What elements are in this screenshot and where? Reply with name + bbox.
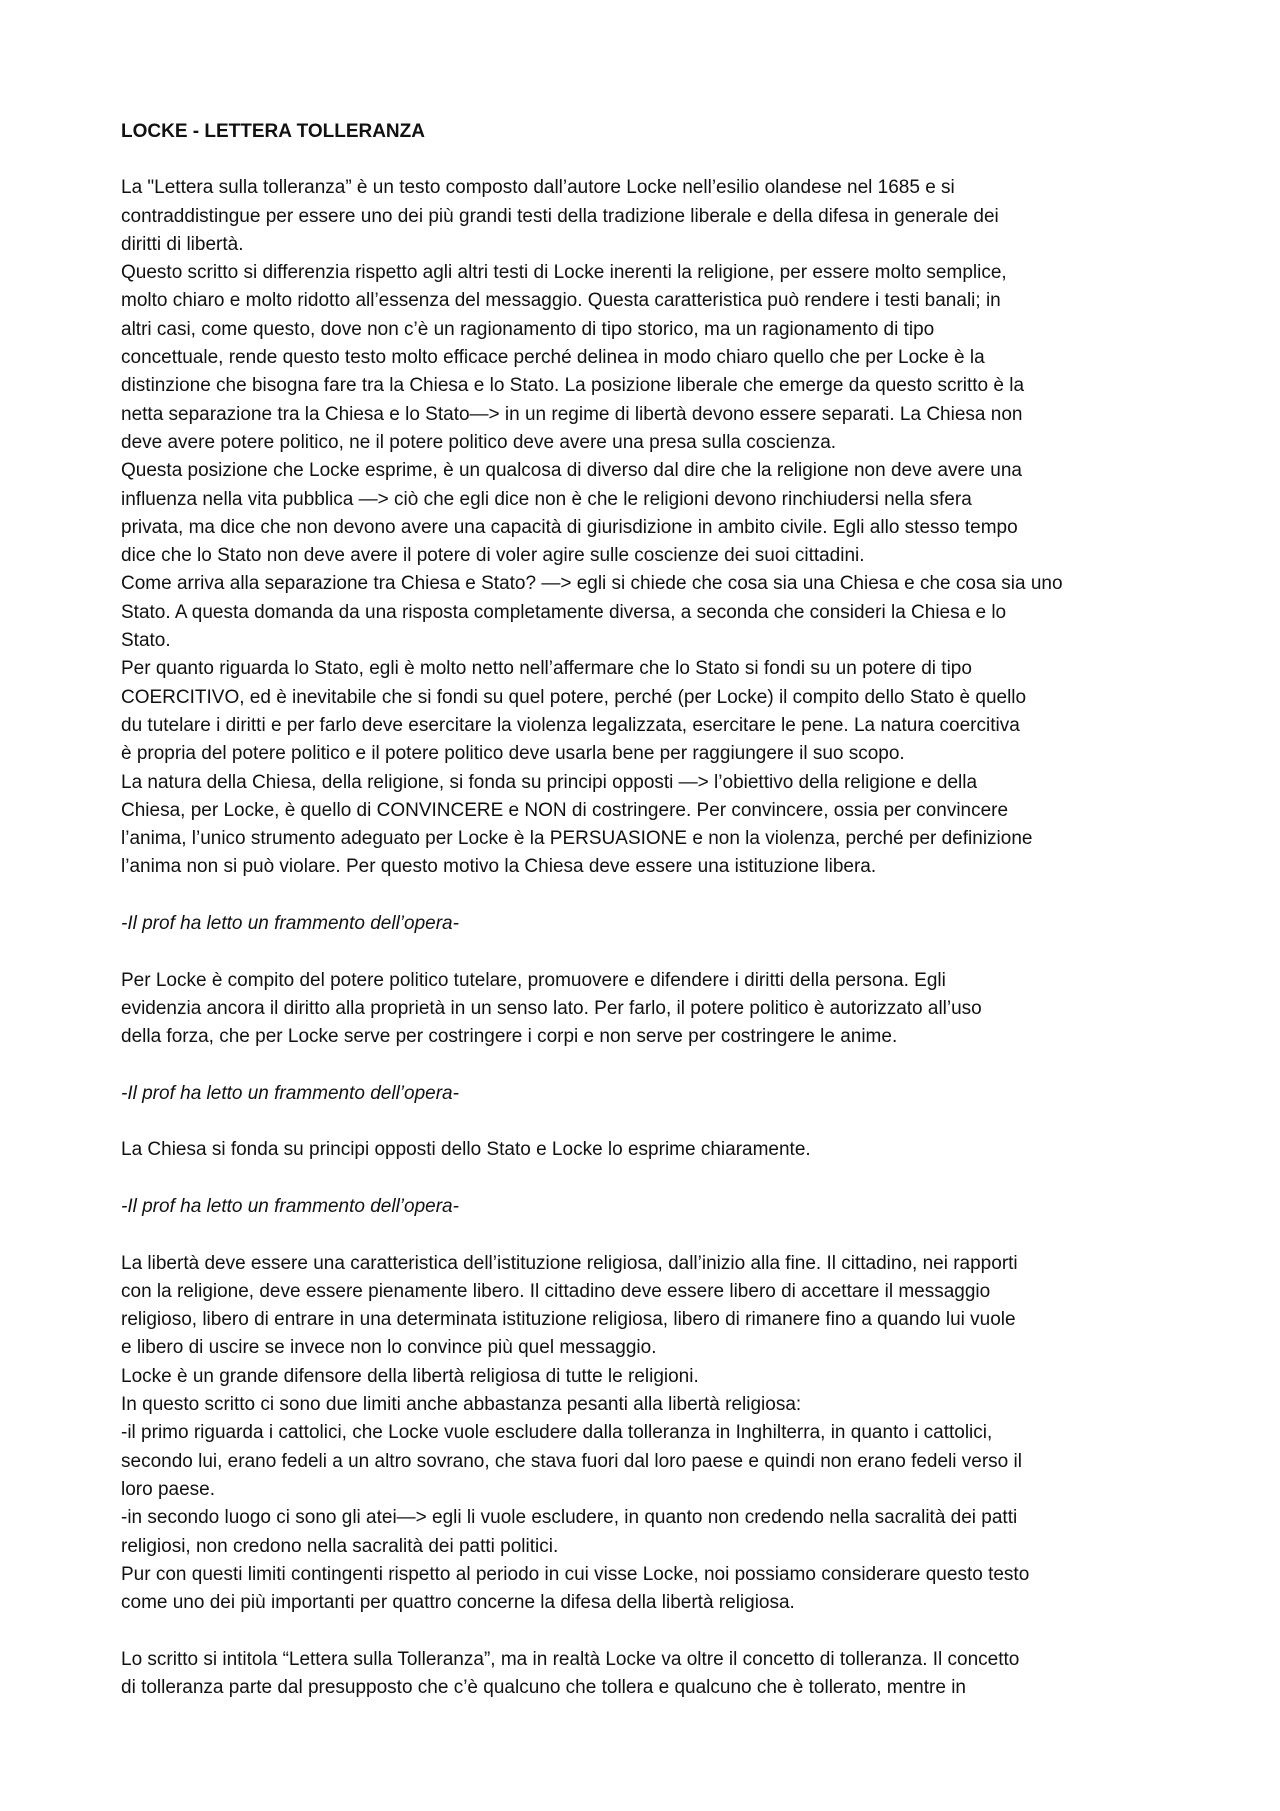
text-line: diritti di libertà. xyxy=(121,233,244,255)
document-page xyxy=(121,118,1171,1702)
text-line: -il primo riguarda i cattolici, che Locke vuole escludere dalla tolleranza in Inghilterra, in quanto i cattolici, xyxy=(121,1422,993,1444)
text-line: Stato. xyxy=(121,630,171,652)
text-line: altri casi, come questo, dove non c’è un ragionamento di tipo storico, ma un ragionamento di tipo xyxy=(121,318,935,340)
text-line: Chiesa, per Locke, è quello di CONVINCERE e NON di costringere. Per convincere, ossia per convincere xyxy=(121,799,1009,821)
text-line: La natura della Chiesa, della religione, si fonda su principi opposti —> l’obiettivo della religione e della xyxy=(121,771,978,793)
text-line: La Chiesa si fonda su principi opposti dello Stato e Locke lo esprime chiaramente. xyxy=(121,1139,811,1161)
paragraph-gap xyxy=(121,1052,1171,1080)
paragraph-gap xyxy=(121,1165,1171,1193)
text-line: evidenzia ancora il diritto alla proprietà in un senso lato. Per farlo, il potere politico è autorizzato all’uso xyxy=(121,997,982,1019)
text-line: COERCITIVO, ed è inevitabile che si fondi su quel potere, perché (per Locke) il compito dello Stato è quello xyxy=(121,686,1027,708)
text-line: l’anima, l’unico strumento adeguato per Locke è la PERSUASIONE e non la violenza, perché per definizione xyxy=(121,828,1033,850)
text-line: religioso, libero di entrare in una determinata istituzione religiosa, libero di rimanere fino a quando lui vuole xyxy=(121,1309,1016,1331)
paragraph xyxy=(121,1646,1171,1703)
paragraph-gap xyxy=(121,1108,1171,1136)
text-line: netta separazione tra la Chiesa e lo Stato—> in un regime di libertà devono essere separati. La Chiesa non xyxy=(121,403,1023,425)
text-line: molto chiaro e molto ridotto all’essenza del messaggio. Questa caratteristica può rendere i testi banali; in xyxy=(121,290,1001,312)
text-line: Pur con questi limiti contingenti rispetto al periodo in cui visse Locke, noi possiamo considerare questo testo xyxy=(121,1563,1030,1585)
text-line: La "Lettera sulla tolleranza” è un testo composto dall’autore Locke nell’esilio olandese nel 1685 e si xyxy=(121,177,955,199)
text-line: di tolleranza parte dal presupposto che c’è qualcuno che tollera e qualcuno che è tollerato, mentre in xyxy=(121,1677,966,1699)
paragraph-gap xyxy=(121,882,1171,910)
text-line: secondo lui, erano fedeli a un altro sovrano, che stava fuori dal loro paese e quindi non erano fedeli verso il xyxy=(121,1450,1022,1472)
document-title: LOCKE - LETTERA TOLLERANZA xyxy=(121,121,425,142)
document-body xyxy=(121,174,1171,1702)
text-line: Per quanto riguarda lo Stato, egli è molto netto nell’affermare che lo Stato si fondi su un potere di tipo xyxy=(121,658,972,680)
text-line: concettuale, rende questo testo molto efficace perché delinea in modo chiaro quello che per Locke è la xyxy=(121,347,985,369)
text-line: influenza nella vita pubblica —> ciò che egli dice non è che le religioni devono rinchiudersi nella sfera xyxy=(121,488,972,510)
text-line: l’anima non si può violare. Per questo motivo la Chiesa deve essere una istituzione libera. xyxy=(121,856,877,878)
text-line: Questa posizione che Locke esprime, è un qualcosa di diverso dal dire che la religione non deve avere una xyxy=(121,460,1022,482)
paragraph xyxy=(121,1250,1171,1618)
text-line: du tutelare i diritti e per farlo deve esercitare la violenza legalizzata, esercitare le pene. La natura coercitiva xyxy=(121,714,1020,736)
text-line: della forza, che per Locke serve per costringere i corpi e non serve per costringere le anime. xyxy=(121,1026,898,1048)
text-line: distinzione che bisogna fare tra la Chiesa e lo Stato. La posizione liberale che emerge da questo scritto è la xyxy=(121,375,1025,397)
text-line: Lo scritto si intitola “Lettera sulla Tolleranza”, ma in realtà Locke va oltre il concetto di tolleranza. Il concetto xyxy=(121,1648,1020,1670)
text-line: La libertà deve essere una caratteristica dell’istituzione religiosa, dall’inizio alla fine. Il cittadino, nei rapporti xyxy=(121,1252,1018,1274)
paragraph-gap xyxy=(121,1221,1171,1249)
italic-note: -Il prof ha letto un frammento dell’opera- xyxy=(121,1195,459,1217)
paragraph xyxy=(121,967,1171,1052)
text-line: loro paese. xyxy=(121,1478,216,1500)
text-line: con la religione, deve essere pienamente libero. Il cittadino deve essere libero di accettare il messaggio xyxy=(121,1280,991,1302)
text-line: Stato. A questa domanda da una risposta completamente diversa, a seconda che consideri la Chiesa e lo xyxy=(121,601,1007,623)
paragraph xyxy=(121,174,1171,881)
paragraph-gap xyxy=(121,1617,1171,1645)
italic-note: -Il prof ha letto un frammento dell’opera- xyxy=(121,913,459,935)
text-line: Come arriva alla separazione tra Chiesa e Stato? —> egli si chiede che cosa sia una Chiesa e che cosa sia uno xyxy=(121,573,1063,595)
paragraph xyxy=(121,1136,1171,1164)
text-line: deve avere potere politico, ne il potere politico deve avere una presa sulla coscienza. xyxy=(121,431,837,453)
paragraph-gap xyxy=(121,938,1171,966)
text-line: Per Locke è compito del potere politico tutelare, promuovere e difendere i diritti della persona. Egli xyxy=(121,969,946,991)
text-line: contraddistingue per essere uno dei più grandi testi della tradizione liberale e della difesa in generale dei xyxy=(121,205,999,227)
text-line: è propria del potere politico e il potere politico deve usarla bene per raggiungere il suo scopo. xyxy=(121,743,905,765)
text-line: come uno dei più importanti per quattro concerne la difesa della libertà religiosa. xyxy=(121,1592,795,1614)
text-line: In questo scritto ci sono due limiti anche abbastanza pesanti alla libertà religiosa: xyxy=(121,1394,802,1416)
italic-note: -Il prof ha letto un frammento dell’opera- xyxy=(121,1082,459,1104)
text-line: religiosi, non credono nella sacralità dei patti politici. xyxy=(121,1535,559,1557)
text-line: dice che lo Stato non deve avere il potere di voler agire sulle coscienze dei suoi cittadini. xyxy=(121,545,865,567)
text-line: privata, ma dice che non devono avere una capacità di giurisdizione in ambito civile. Egli allo stesso tempo xyxy=(121,516,1018,538)
text-line: Questo scritto si differenzia rispetto agli altri testi di Locke inerenti la religione, per essere molto semplice, xyxy=(121,262,1007,284)
text-line: -in secondo luogo ci sono gli atei—> egli li vuole escludere, in quanto non credendo nella sacralità dei patti xyxy=(121,1507,1018,1529)
text-line: Locke è un grande difensore della libertà religiosa di tutte le religioni. xyxy=(121,1365,699,1387)
text-line: e libero di uscire se invece non lo convince più quel messaggio. xyxy=(121,1337,657,1359)
